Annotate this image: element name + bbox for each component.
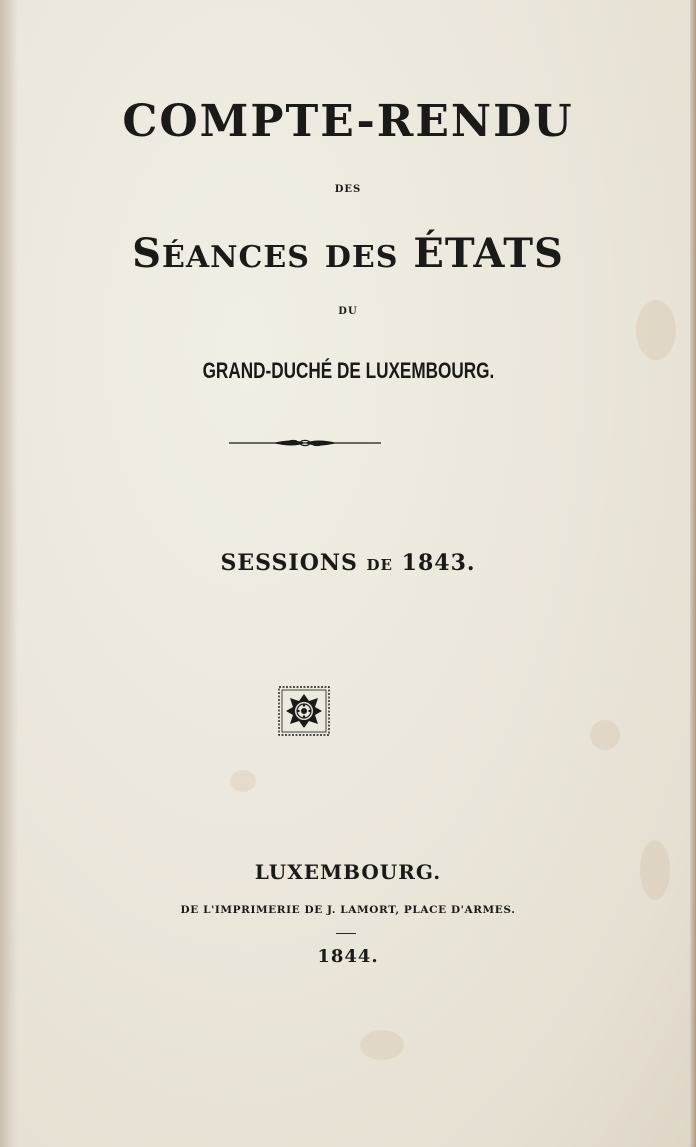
country-line: GRAND-DUCHÉ DE LUXEMBOURG. xyxy=(202,358,495,383)
seances-des: DES xyxy=(324,240,399,275)
sessions-word: SESSIONS xyxy=(220,550,358,576)
publication-year: 1844. xyxy=(317,946,379,967)
seances-rest: ÉANCES xyxy=(161,240,310,275)
title-connector-des: DES xyxy=(334,184,362,195)
swelled-rule-ornament xyxy=(229,436,381,450)
short-rule xyxy=(336,933,356,934)
seances-initial: S xyxy=(132,230,162,277)
subtitle-seances-des-etats xyxy=(0,230,696,277)
sessions-line xyxy=(0,550,696,576)
foxing-spot xyxy=(230,770,256,792)
square-rosette-vignette xyxy=(278,686,330,736)
foxing-spot xyxy=(360,1030,404,1060)
sessions-de: DE xyxy=(366,556,393,574)
sessions-year: 1843. xyxy=(401,550,476,576)
etats-word: ÉTATS xyxy=(413,230,564,277)
foxing-spot xyxy=(590,720,620,750)
imprint-city: LUXEMBOURG. xyxy=(254,860,442,884)
imprint-printer: DE L'IMPRIMERIE DE J. LAMORT, PLACE D'ARMES. xyxy=(180,904,516,916)
book-title: COMPTE-RENDU xyxy=(122,96,574,147)
title-connector-du: DU xyxy=(338,306,358,317)
